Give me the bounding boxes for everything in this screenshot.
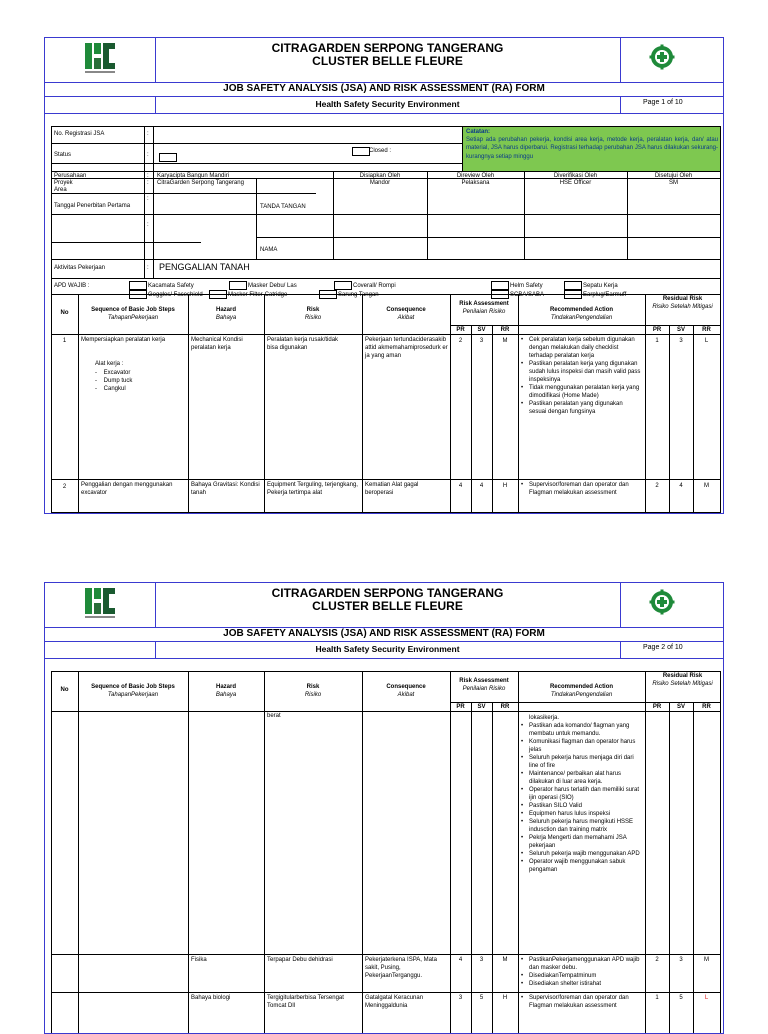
col-rr: RR bbox=[500, 327, 510, 333]
proyek-value: CitraGarden Serpong Tangerang bbox=[157, 180, 244, 186]
row-rsv: 3 bbox=[679, 957, 683, 963]
alat-item: - Excavator bbox=[95, 370, 131, 376]
row-hazard: Bahaya Gravitasi: Kondisi tanah bbox=[191, 482, 260, 496]
row-rrr: L bbox=[704, 338, 709, 344]
cont-actions bbox=[521, 722, 643, 874]
row-sv: 5 bbox=[479, 995, 484, 1001]
alat-item-text: Dump tuck bbox=[103, 378, 133, 384]
colon: : bbox=[147, 265, 149, 271]
row-rr: H bbox=[502, 483, 508, 489]
proyek-label: Proyek bbox=[54, 180, 73, 186]
action-item: • Pastikan peralatan yang digunakan sesuai dengan fungsinya bbox=[521, 400, 641, 416]
col-consequence-sub: Akibat bbox=[397, 315, 415, 321]
col-risk: Risk bbox=[306, 307, 320, 313]
row-consequence: Pekerjaan tertundaciderasakibattid akmemahamiprosedurk erja yang aman bbox=[365, 337, 448, 359]
row-rrr: L bbox=[704, 995, 709, 1001]
col-pr: PR bbox=[456, 704, 465, 710]
jsa-table bbox=[51, 671, 721, 1033]
form-title: JOB SAFETY ANALYSIS (JSA) AND RISK ASSESSMENT (RA) FORM bbox=[223, 628, 545, 639]
department-name: Health Safety Security Environment bbox=[315, 644, 460, 654]
apd-item-label: Sepatu Kerja bbox=[583, 283, 618, 290]
col-hazard: Hazard bbox=[215, 684, 236, 690]
perusahaan-value: Karyacipta Bangun Mandiri bbox=[157, 173, 230, 179]
apd-item-label: Goggles/ Faceshield bbox=[148, 292, 203, 299]
alat-item: - Cangkul bbox=[95, 386, 126, 392]
row-risk: Equipment Terguling, terjengkang, Pekerja tertimpa alat bbox=[267, 482, 358, 496]
action-item: • Supervisor/foreman dan operator dan Flagman melakukan assessment bbox=[521, 481, 641, 497]
row-no: 1 bbox=[62, 338, 67, 344]
aktivitas-label: Aktivitas Pekerjaan bbox=[54, 265, 106, 271]
form-title: JOB SAFETY ANALYSIS (JSA) AND RISK ASSESSMENT (RA) FORM bbox=[223, 83, 545, 94]
company-name-line2: CLUSTER BELLE FLEURE bbox=[312, 599, 463, 613]
col-no: No bbox=[60, 687, 69, 693]
closed-label: Closed : bbox=[369, 148, 392, 154]
col-risk: Risk bbox=[306, 684, 320, 690]
action-item: • Pastikan peralatan kerja yang digunakan sudah lulus inspeksi dan masih valid pass inspeksinya bbox=[521, 360, 641, 384]
row-sv: 3 bbox=[479, 338, 484, 344]
action-item: • Cek peralatan kerja sebelum digunakan dengan melakukan daily checklist terhadap peralatan kerja bbox=[521, 336, 641, 360]
col-risk-assessment: Risk Assessment bbox=[459, 301, 509, 307]
nama-label: NAMA bbox=[260, 247, 278, 253]
action-item: • Supervisor/foreman dan operator dan Flagman melakukan assessment bbox=[521, 994, 641, 1010]
apd-masker-debu[interactable] bbox=[229, 281, 297, 290]
citragarden-logo-icon bbox=[83, 41, 117, 75]
action-item: • Maintenance/ perbaikan alat harus dilakukan di luar area kerja. bbox=[521, 770, 643, 786]
citragarden-logo-icon bbox=[83, 586, 117, 620]
row-rpr: 2 bbox=[655, 483, 659, 489]
colon: : bbox=[147, 131, 149, 137]
col-hazard-sub: Bahaya bbox=[215, 315, 237, 321]
jsa-form-page-1 bbox=[44, 37, 724, 514]
colon: : bbox=[147, 196, 149, 202]
colon: : bbox=[147, 180, 149, 186]
row-pr: 4 bbox=[458, 957, 463, 963]
col-consequence-sub: Akibat bbox=[397, 692, 415, 698]
role-name-4: SM bbox=[669, 180, 678, 186]
apd-item-label: Earplug/Earmuff bbox=[583, 292, 627, 299]
apd-item-label: Masker Debu/ Las bbox=[248, 283, 297, 290]
row-sv: 4 bbox=[479, 483, 484, 489]
col-rpr: PR bbox=[652, 704, 662, 710]
catatan-label: Catatan: bbox=[466, 129, 491, 135]
safety-cross-gear-logo-icon bbox=[648, 44, 676, 72]
col-risk-assessment-sub: Penilaian Risiko bbox=[462, 309, 506, 315]
action-item: • Komunikasi flagman dan operator harus jelas bbox=[521, 738, 643, 754]
row-step: Mempersiapkan peralatan kerja bbox=[81, 337, 166, 343]
company-name-line1: CITRAGARDEN SERPONG TANGERANG bbox=[271, 41, 504, 55]
status-label: Status bbox=[54, 152, 72, 158]
apd-coverall[interactable] bbox=[334, 281, 396, 290]
col-consequence: Consequence bbox=[386, 307, 426, 313]
cont-action-first: lokasikerja. bbox=[529, 715, 560, 721]
role-name-1: Mandor bbox=[369, 180, 391, 186]
row-actions bbox=[521, 994, 641, 1010]
row-pr: 2 bbox=[458, 338, 463, 344]
row-hazard: Fisika bbox=[191, 957, 207, 963]
col-residual-sub: Risiko Setelah Mitigasi bbox=[652, 681, 713, 687]
checkbox-icon[interactable] bbox=[229, 281, 247, 290]
action-item: • Pastikan SILO Valid bbox=[521, 802, 643, 810]
role-name-3: HSE Officer bbox=[559, 180, 592, 186]
checkbox-icon[interactable] bbox=[491, 281, 509, 290]
alat-item: - Dump tuck bbox=[95, 378, 133, 384]
col-no: No bbox=[60, 310, 69, 316]
row-risk: Peralatan kerja rusak/tidak bisa digunakan bbox=[267, 337, 339, 351]
action-item: • Operator wajib menggunakan sabuk pengaman bbox=[521, 858, 643, 874]
apd-sepatu[interactable] bbox=[564, 281, 618, 290]
role-title-3: Diverifikasi Oleh bbox=[553, 173, 598, 179]
action-item: • Pastikan ada komando/ flagman yang membatu untuk memandu. bbox=[521, 722, 643, 738]
action-item: • Seluruh pekerja harus menjaga diri dari line of fire bbox=[521, 754, 643, 770]
col-risk-sub: Risiko bbox=[304, 692, 322, 698]
checkbox-icon[interactable] bbox=[564, 281, 582, 290]
action-item: • Operator harus terlatih dan memiliki surat ijin operasi (SIO) bbox=[521, 786, 643, 802]
row-pr: 3 bbox=[458, 995, 463, 1001]
row-rr: H bbox=[502, 995, 508, 1001]
catatan-text: Setiap ada perubahan pekerja, kondisi area kerja, metode kerja, peralatan kerja, dan/ atau material, JSA harus diperbarui. Registrasi terhadap perubahan JSA harus dilakukan sekurang-kurangnya setiap minggu bbox=[466, 137, 718, 160]
tanda-tangan-label: TANDA TANGAN bbox=[260, 204, 306, 210]
colon: : bbox=[147, 222, 149, 228]
col-sv: SV bbox=[477, 704, 486, 710]
col-action-sub: TindakanPengendalian bbox=[550, 692, 613, 698]
page-number: Page 2 of 10 bbox=[643, 644, 683, 651]
row-rsv: 3 bbox=[679, 338, 683, 344]
col-residual: Residual Risk bbox=[662, 296, 703, 302]
apd-kacamata[interactable] bbox=[129, 281, 194, 290]
row-pr: 4 bbox=[458, 483, 463, 489]
apd-helm[interactable] bbox=[491, 281, 543, 290]
apd-item-label: Masker Filter-Catridge bbox=[228, 292, 288, 299]
col-step-sub: TahapanPekerjaan bbox=[107, 692, 159, 698]
alat-kerja-label: Alat kerja : bbox=[95, 361, 124, 367]
action-item: • DisediakanTempatminum bbox=[521, 972, 645, 980]
row-rpr: 1 bbox=[655, 995, 659, 1001]
row-rsv: 5 bbox=[679, 995, 683, 1001]
role-title-1: Disiapkan Oleh bbox=[359, 173, 401, 179]
apd-item-label: SCBA/SABA bbox=[510, 292, 545, 299]
col-residual-sub: Risiko Setelah Mitigasi bbox=[652, 304, 713, 310]
no-registrasi-label: No. Registrasi JSA bbox=[54, 131, 105, 137]
checkbox-icon[interactable] bbox=[129, 281, 147, 290]
row-hazard: Mechanical Kondisi peralatan kerja bbox=[191, 337, 243, 351]
col-step: Sequence of Basic Job Steps bbox=[91, 307, 175, 313]
row-actions bbox=[521, 481, 641, 497]
col-risk-assessment-sub: Penilaian Risiko bbox=[462, 686, 506, 692]
col-pr: PR bbox=[456, 327, 465, 333]
col-sv: SV bbox=[477, 327, 486, 333]
col-rsv: SV bbox=[676, 704, 685, 710]
row-risk: Tergigitularberbisa Tersengat Tomcat Dll bbox=[267, 995, 344, 1009]
col-action: Recommended Action bbox=[549, 307, 614, 313]
alat-item-text: Excavator bbox=[103, 370, 131, 376]
company-name-line1: CITRAGARDEN SERPONG TANGERANG bbox=[271, 586, 504, 600]
action-item: • Equipmen harus lulus inspeksi bbox=[521, 810, 643, 818]
col-step: Sequence of Basic Job Steps bbox=[91, 684, 175, 690]
checkbox-icon[interactable] bbox=[334, 281, 352, 290]
action-item: • Pekrja Mengerti dan memahami JSA pekerjaan bbox=[521, 834, 643, 850]
col-action: Recommended Action bbox=[549, 684, 614, 690]
col-step-sub: TahapanPekerjaan bbox=[107, 315, 159, 321]
page-number: Page 1 of 10 bbox=[643, 99, 683, 106]
row-sv: 3 bbox=[479, 957, 484, 963]
closed-checkbox-icon[interactable] bbox=[352, 147, 370, 156]
company-name-line2: CLUSTER BELLE FLEURE bbox=[312, 54, 463, 68]
role-title-2: Direview Oleh bbox=[456, 173, 495, 179]
row-rpr: 1 bbox=[655, 338, 659, 344]
row-rr: M bbox=[502, 338, 508, 344]
action-item: • Tidak menggunakan peralatan kerja yang dimodifikasi (Home Made) bbox=[521, 384, 641, 400]
department-name: Health Safety Security Environment bbox=[315, 99, 460, 109]
info-block bbox=[51, 126, 721, 298]
col-rrr: RR bbox=[702, 704, 711, 710]
status-checkbox-icon[interactable] bbox=[159, 153, 177, 162]
row-rsv: 4 bbox=[679, 483, 683, 489]
col-rrr: RR bbox=[702, 327, 711, 333]
col-risk-sub: Risiko bbox=[304, 315, 322, 321]
aktivitas-value: PENGGALIAN TANAH bbox=[159, 262, 250, 272]
apd-item-label: Kacamata Safety bbox=[148, 283, 194, 290]
tanggal-penerbitan-label: Tanggal Penerbitan Pertama bbox=[54, 203, 131, 209]
safety-cross-gear-logo-icon bbox=[648, 589, 676, 617]
catatan-box bbox=[463, 127, 720, 171]
role-name-2: Pelaksana bbox=[461, 180, 490, 186]
col-risk-assessment: Risk Assessment bbox=[459, 678, 509, 684]
row-actions bbox=[521, 336, 641, 416]
perusahaan-label: Perusahaan bbox=[54, 173, 87, 179]
row-actions bbox=[521, 956, 645, 988]
apd-item-label: Coverall/ Rompi bbox=[353, 283, 396, 290]
row-consequence: Gatalgatal Keracunan Meninggaldunia bbox=[365, 995, 424, 1009]
row-consequence: Kematian Alat gagal beroperasi bbox=[365, 482, 419, 496]
apd-label: APD WAJIB : bbox=[54, 283, 90, 289]
cont-risk: berat bbox=[267, 713, 281, 719]
col-hazard: Hazard bbox=[215, 307, 236, 313]
row-no: 2 bbox=[62, 484, 67, 490]
col-rr: RR bbox=[500, 704, 510, 710]
col-hazard-sub: Bahaya bbox=[215, 692, 237, 698]
apd-item-label: Helm Safety bbox=[510, 283, 543, 290]
row-rrr: M bbox=[704, 957, 709, 963]
col-action-sub: TindakanPengendalian bbox=[550, 315, 613, 321]
row-consequence: Pekerjaterkena ISPA, Mata sakit, Pusing, PekerjaanTerganggu. bbox=[365, 957, 437, 979]
action-item: • Disediakan shelter istirahat bbox=[521, 980, 645, 988]
col-consequence: Consequence bbox=[386, 684, 426, 690]
jsa-table bbox=[51, 294, 721, 512]
role-title-4: Disetujui Oleh bbox=[654, 173, 693, 179]
row-rpr: 2 bbox=[655, 957, 659, 963]
action-item: • PastikanPekerjamenggunakan APD wajib dan masker debu. bbox=[521, 956, 645, 972]
row-rr: M bbox=[502, 957, 508, 963]
jsa-form-page-2 bbox=[44, 582, 724, 1034]
apd-item-label: Sarung Tangan bbox=[338, 292, 379, 299]
col-rpr: PR bbox=[652, 327, 662, 333]
row-hazard: Bahaya biologi bbox=[191, 995, 231, 1001]
row-risk: Terpapar Debu dehidrasi bbox=[267, 957, 333, 963]
colon: : bbox=[147, 152, 149, 158]
col-rsv: SV bbox=[676, 327, 685, 333]
area-label: Area bbox=[54, 187, 67, 193]
row-rrr: M bbox=[704, 483, 709, 489]
action-item: • Seluruh pekerja harus mengikuti HSSE indusction dan training matrix bbox=[521, 818, 643, 834]
row-step: Penggalian dengan menggunakan excavator bbox=[81, 482, 173, 496]
action-item: • Seluruh pekerja wajib menggunakan APD bbox=[521, 850, 643, 858]
colon: : bbox=[147, 173, 149, 179]
col-residual: Residual Risk bbox=[662, 673, 703, 679]
alat-item-text: Cangkul bbox=[103, 386, 126, 392]
